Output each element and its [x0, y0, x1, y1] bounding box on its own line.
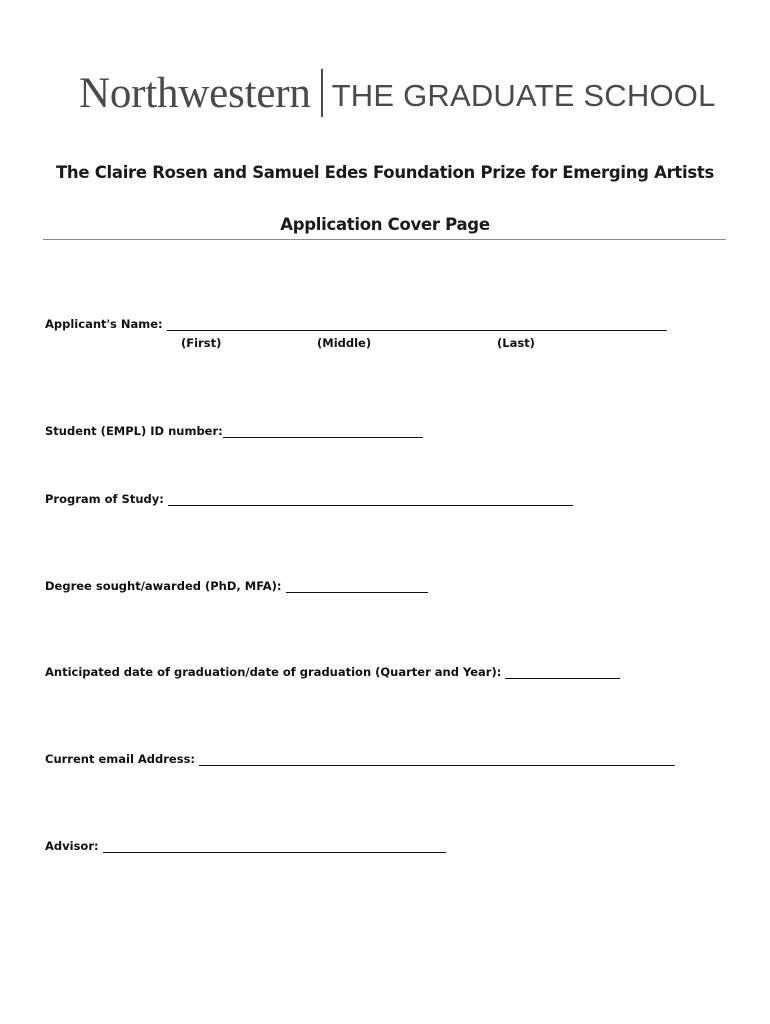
student-id-row: [45, 424, 423, 438]
degree-label: Degree sought/awarded (PhD, MFA):: [45, 579, 282, 593]
logo-school-name: THE GRADUATE SCHOOL: [331, 77, 716, 113]
email-field[interactable]: [199, 753, 675, 766]
degree-row: [45, 579, 428, 593]
graduation-row: [45, 665, 620, 679]
student-id-label: Student (EMPL) ID number:: [45, 424, 223, 438]
document-subtitle: Application Cover Page: [280, 215, 490, 234]
graduation-label: Anticipated date of graduation/date of graduation (Quarter and Year):: [45, 665, 502, 679]
advisor-row: [45, 839, 446, 853]
document-title: The Claire Rosen and Samuel Edes Foundation Prize for Emerging Artists: [55, 163, 715, 182]
applicant-name-field[interactable]: [167, 318, 667, 331]
applicant-name-row: [45, 317, 667, 331]
northwestern-graduate-school-logo: [79, 66, 716, 120]
student-id-field[interactable]: [223, 425, 423, 438]
program-label: Program of Study:: [45, 492, 164, 506]
advisor-label: Advisor:: [45, 839, 99, 853]
title-underline: [43, 239, 726, 240]
applicant-name-label: Applicant's Name:: [45, 317, 163, 331]
logo-divider: [321, 69, 323, 117]
degree-field[interactable]: [286, 580, 428, 593]
graduation-field[interactable]: [505, 666, 620, 679]
first-name-sublabel: (First): [181, 336, 222, 350]
last-name-sublabel: (Last): [497, 336, 535, 350]
advisor-field[interactable]: [103, 840, 446, 853]
email-row: [45, 752, 675, 766]
program-row: [45, 492, 573, 506]
program-field[interactable]: [168, 493, 573, 506]
email-label: Current email Address:: [45, 752, 196, 766]
middle-name-sublabel: (Middle): [317, 336, 372, 350]
logo-university-name: Northwestern: [79, 69, 311, 117]
